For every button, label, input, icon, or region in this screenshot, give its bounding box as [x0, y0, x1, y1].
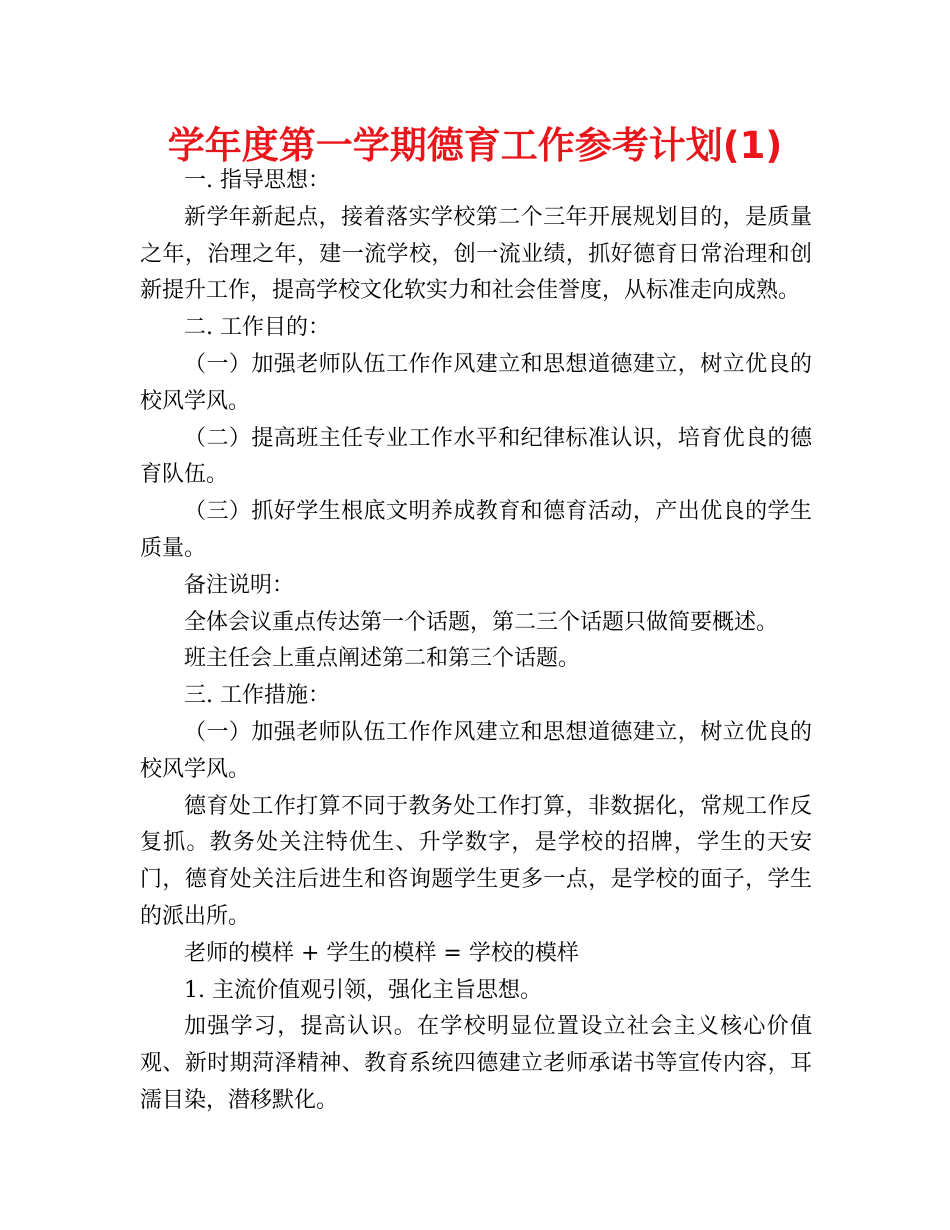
note-line-2: 班主任会上重点阐述第二和第三个话题。 — [184, 646, 581, 672]
goal-item-2: （二）提高班主任专业工作水平和纪律标准认识，培育优良的德育队伍。 — [140, 425, 812, 488]
section-heading-work-goals: 二. 工作目的： — [184, 315, 330, 341]
measure-item-1: （一）加强老师队伍工作作风建立和思想道德建立，树立优良的校风学风。 — [140, 719, 812, 782]
paragraph-strengthen-learning: 加强学习，提高认识。在学校明显位置设立社会主义核心价值观、新时期菏泽精神、教育系统四德建立老师承诺书等宣传内容，耳濡目染，潜移默化。 — [140, 1014, 812, 1113]
section-heading-work-measures: 三. 工作措施： — [184, 683, 330, 709]
goal-item-1: （一）加强老师队伍工作作风建立和思想道德建立，树立优良的校风学风。 — [140, 351, 812, 414]
section-heading-guiding-thought: 一. 指导思想： — [184, 168, 330, 193]
note-heading: 备注说明： — [184, 572, 295, 598]
document-title: 学年度第一学期德育工作参考计划(1) — [167, 124, 783, 167]
subheading-mainstream-values: 1. 主流价值观引领，强化主旨思想。 — [184, 977, 542, 1003]
paragraph-formula: 老师的模样 + 学生的模样 = 学校的模样 — [184, 940, 579, 966]
document-body — [140, 163, 812, 1120]
note-line-1: 全体会议重点传达第一个话题，第二三个话题只做简要概述。 — [184, 609, 779, 635]
paragraph-moral-office: 德育处工作打算不同于教务处工作打算，非数据化，常规工作反复抓。教务处关注特优生、升学数字，是学校的招牌，学生的天安门，德育处关注后进生和咨询题学生更多一点，是学校的面子，学生的派出所。 — [140, 793, 812, 929]
paragraph-guiding-thought: 新学年新起点，接着落实学校第二个三年开展规划目的，是质量之年，治理之年，建一流学校，创一流业绩，抓好德育日常治理和创新提升工作，提高学校文化软实力和社会佳誉度，从标准走向成熟。 — [140, 204, 812, 304]
goal-item-3: （三）抓好学生根底文明养成教育和德育活动，产出优良的学生质量。 — [140, 499, 812, 561]
